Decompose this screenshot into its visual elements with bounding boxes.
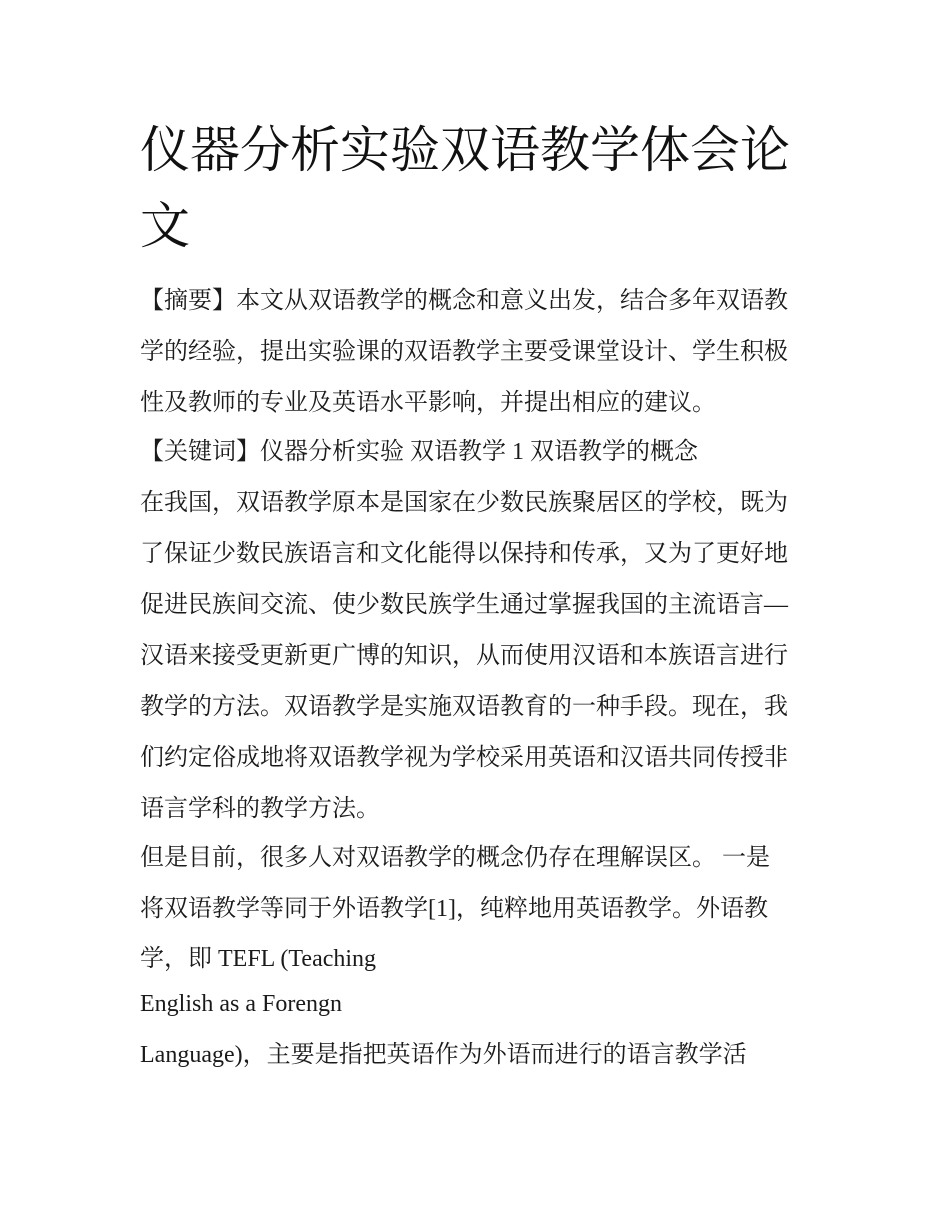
abstract-line: 【摘要】本文从双语教学的概念和意义出发，结合多年双语教 (140, 288, 788, 314)
body-line: 但是目前，很多人对双语教学的概念仍存在理解误区。 一是 (140, 845, 770, 871)
keywords-paragraph (140, 427, 820, 478)
body-paragraph-3 (140, 934, 820, 985)
body-paragraph-2 (140, 833, 820, 935)
abstract-paragraph (140, 276, 820, 429)
body-line: 将双语教学等同于外语教学[1]，纯粹地用英语教学。外语教 (140, 896, 768, 922)
title-line: 文 (140, 197, 190, 255)
body-line: 了保证少数民族语言和文化能得以保持和传承，又为了更好地 (140, 541, 788, 567)
body-line: 教学的方法。双语教学是实施双语教育的一种手段。现在，我 (140, 694, 788, 720)
body-line: English as a Forengn (140, 991, 342, 1017)
body-line: 们约定俗成地将双语教学视为学校采用英语和汉语共同传授非 (140, 745, 788, 771)
body-paragraph-4 (140, 979, 820, 1030)
body-paragraph-1 (140, 478, 820, 835)
document-title (140, 112, 820, 264)
abstract-line: 性及教师的专业及英语水平影响，并提出相应的建议。 (140, 390, 716, 416)
body-line: 语言学科的教学方法。 (140, 796, 380, 822)
body-line: 学，即 TEFL (Teaching (140, 946, 377, 972)
body-line: 汉语来接受更新更广博的知识，从而使用汉语和本族语言进行 (140, 643, 788, 669)
body-line: 在我国，双语教学原本是国家在少数民族聚居区的学校，既为 (140, 490, 788, 516)
title-line: 仪器分析实验双语教学体会论 (140, 121, 790, 179)
body-line: 促进民族间交流、使少数民族学生通过掌握我国的主流语言— (140, 592, 788, 618)
body-line: Language)，主要是指把英语作为外语而进行的语言教学活 (140, 1042, 747, 1068)
keywords-line: 【关键词】仪器分析实验 双语教学 1 双语教学的概念 (140, 439, 698, 465)
abstract-line: 学的经验，提出实验课的双语教学主要受课堂设计、学生积极 (140, 339, 788, 365)
body-paragraph-5 (140, 1030, 820, 1081)
